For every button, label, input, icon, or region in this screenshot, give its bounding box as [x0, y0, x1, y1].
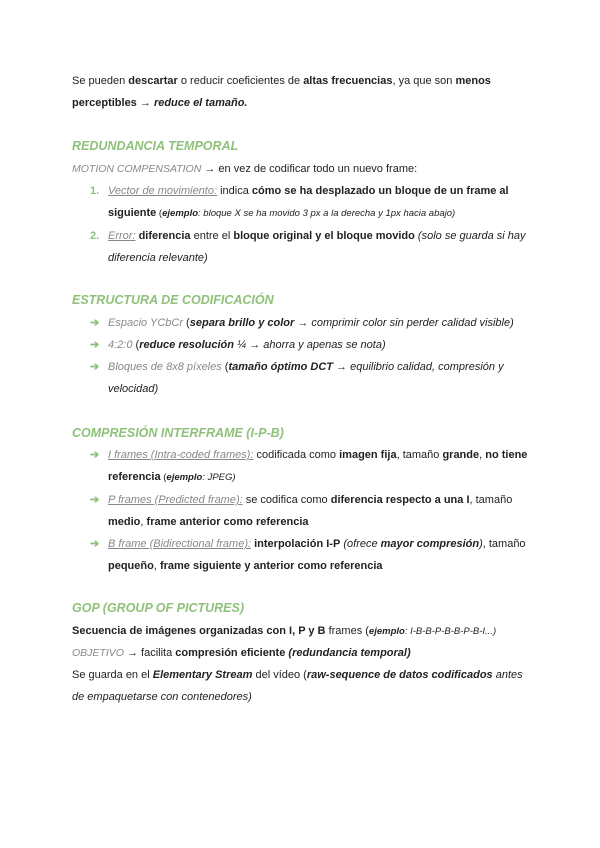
item-bold-italic: mayor compresión [380, 538, 480, 550]
item-bold: bloque original y el bloque movido [233, 230, 415, 242]
item-text: ( [132, 339, 140, 351]
intro-paragraph [72, 70, 542, 114]
arrow-bullet-icon: ➔ [90, 361, 100, 373]
arrow-bullet-icon: ➔ [90, 494, 100, 506]
item-bold: frame anterior como referencia [146, 516, 309, 528]
list-item [72, 356, 542, 400]
intro-text-2: o reducir coeficientes de [177, 75, 304, 87]
item-text: , [479, 449, 486, 461]
item-bold: pequeño [108, 560, 154, 572]
list-item [72, 334, 542, 356]
objetivo-label: OBJETIVO [72, 647, 124, 659]
gop-bold-italic: ejemplo [368, 626, 405, 637]
intro-bold-menos: menos perceptibles [72, 75, 491, 109]
list-item [72, 444, 542, 489]
item-bold: tamaño óptimo DCT [228, 361, 333, 373]
heading-gop: GOP (GROUP OF PICTURES) [72, 601, 244, 615]
heading-compresion-interframe: COMPRESIÓN INTERFRAME (I-P-B) [72, 426, 284, 440]
gop-bold-italic: raw-sequence de datos codificados [306, 669, 493, 681]
gop-bold: Secuencia de imágenes organizadas con I, P y B [72, 625, 326, 637]
item-bold-italic: ejemplo [166, 472, 203, 483]
item-italic: → equilibrio calidad, compresión y velocidad) [108, 361, 504, 395]
item-label: Error: [108, 230, 136, 242]
item-label: Bloques de 8x8 píxeles [108, 361, 222, 373]
item-italic: : bloque X se ha movido 3 px a la derecha y 1px hacia abajo) [198, 208, 456, 219]
intro-text-1: Se pueden [72, 75, 129, 87]
gop-sequence-line [72, 620, 496, 643]
item-bold: cómo se ha desplazado un bloque de un frame al siguiente [108, 185, 509, 219]
item-bold: medio [108, 516, 141, 528]
item-label: Vector de movimiento: [108, 185, 218, 197]
intro-bold-reduce: reduce el tamaño. [153, 97, 248, 109]
gop-text: Se guarda en el [72, 669, 153, 681]
item-text: ( [221, 361, 229, 373]
heading-estructura-codificacion: ESTRUCTURA DE CODIFICACIÓN [72, 293, 274, 307]
item-italic: ¼ → ahorra y apenas se nota) [233, 339, 386, 351]
item-bold: diferencia respecto a una I [330, 494, 470, 506]
arrow-bullet-icon: ➔ [90, 538, 100, 550]
intro-text-3: , ya que son [392, 75, 456, 87]
list-item [72, 312, 542, 334]
gop-italic: : I-B-B-P-B-B-P-B-I...) [404, 626, 497, 637]
item-text: , tamaño [469, 494, 513, 506]
item-bold: frame siguiente y anterior como referencia [159, 560, 383, 572]
heading-redundancia-temporal: REDUNDANCIA TEMPORAL [72, 139, 239, 153]
item-italic: : JPEG) [202, 472, 236, 483]
gop-text: → facilita [123, 647, 176, 659]
gop-elementary-stream-paragraph [72, 664, 532, 708]
gop-bold-italic: (redundancia temporal) [285, 647, 411, 659]
intro-bold-descartar: descartar [128, 75, 178, 87]
item-label: I frames (Intra-coded frames): [108, 449, 254, 461]
list-number: 1. [90, 185, 100, 197]
item-text: codificada como [253, 449, 340, 461]
item-text: ( [183, 317, 190, 329]
list-item [72, 180, 542, 225]
item-label: 4:2:0 [108, 339, 133, 351]
motion-compensation-label: MOTION COMPENSATION [72, 163, 202, 175]
motion-compensation-line [72, 158, 417, 180]
item-text: , tamaño [482, 538, 526, 550]
item-label: Espacio YCbCr [108, 317, 183, 329]
item-bold: interpolación I-P [254, 538, 341, 550]
item-bold: reduce resolución [139, 339, 234, 351]
item-italic: (ofrece [340, 538, 381, 550]
item-bold: separa brillo y color [189, 317, 295, 329]
gop-bold: compresión eficiente [175, 647, 286, 659]
interframe-list [72, 444, 542, 577]
list-item [72, 533, 542, 577]
list-number: 2. [90, 230, 100, 242]
gop-objetivo-line [72, 642, 411, 664]
intro-bold-altas: altas frecuencias [303, 75, 393, 87]
item-bold: diferencia [138, 230, 191, 242]
item-bold: no tiene referencia [108, 449, 528, 483]
arrow-bullet-icon: ➔ [90, 339, 100, 351]
item-italic: (solo se guarda si hay diferencia relevante) [108, 230, 526, 264]
list-item [72, 225, 542, 269]
item-bold: imagen fija [339, 449, 397, 461]
item-text: , [153, 560, 160, 572]
estructura-list [72, 312, 542, 400]
gop-bold-italic: Elementary Stream [152, 669, 253, 681]
intro-arrow: → [136, 97, 154, 109]
item-bold-italic: ejemplo [162, 208, 199, 219]
temporal-list [72, 180, 542, 269]
item-text: indica [217, 185, 252, 197]
list-item [72, 489, 542, 533]
gop-text: frames ( [325, 625, 369, 637]
item-text: entre el [190, 230, 234, 242]
gop-italic: antes de empaquetarse con contenedores) [72, 669, 523, 703]
item-bold: grande [442, 449, 480, 461]
item-text: se codifica como [242, 494, 331, 506]
item-italic: → comprimir color sin perder calidad visible) [294, 317, 514, 329]
gop-text: del vídeo ( [252, 669, 307, 681]
item-label: P frames (Predicted frame): [108, 494, 243, 506]
arrow-bullet-icon: ➔ [90, 449, 100, 461]
item-label: B frame (Bidirectional frame): [108, 538, 252, 550]
item-italic: ) [479, 538, 483, 550]
motion-compensation-text: → en vez de codificar todo un nuevo frame: [201, 163, 418, 175]
item-text: , tamaño [396, 449, 443, 461]
arrow-bullet-icon: ➔ [90, 317, 100, 329]
item-text: ( [160, 472, 167, 483]
item-text: , [140, 516, 147, 528]
item-text: ( [156, 208, 163, 219]
